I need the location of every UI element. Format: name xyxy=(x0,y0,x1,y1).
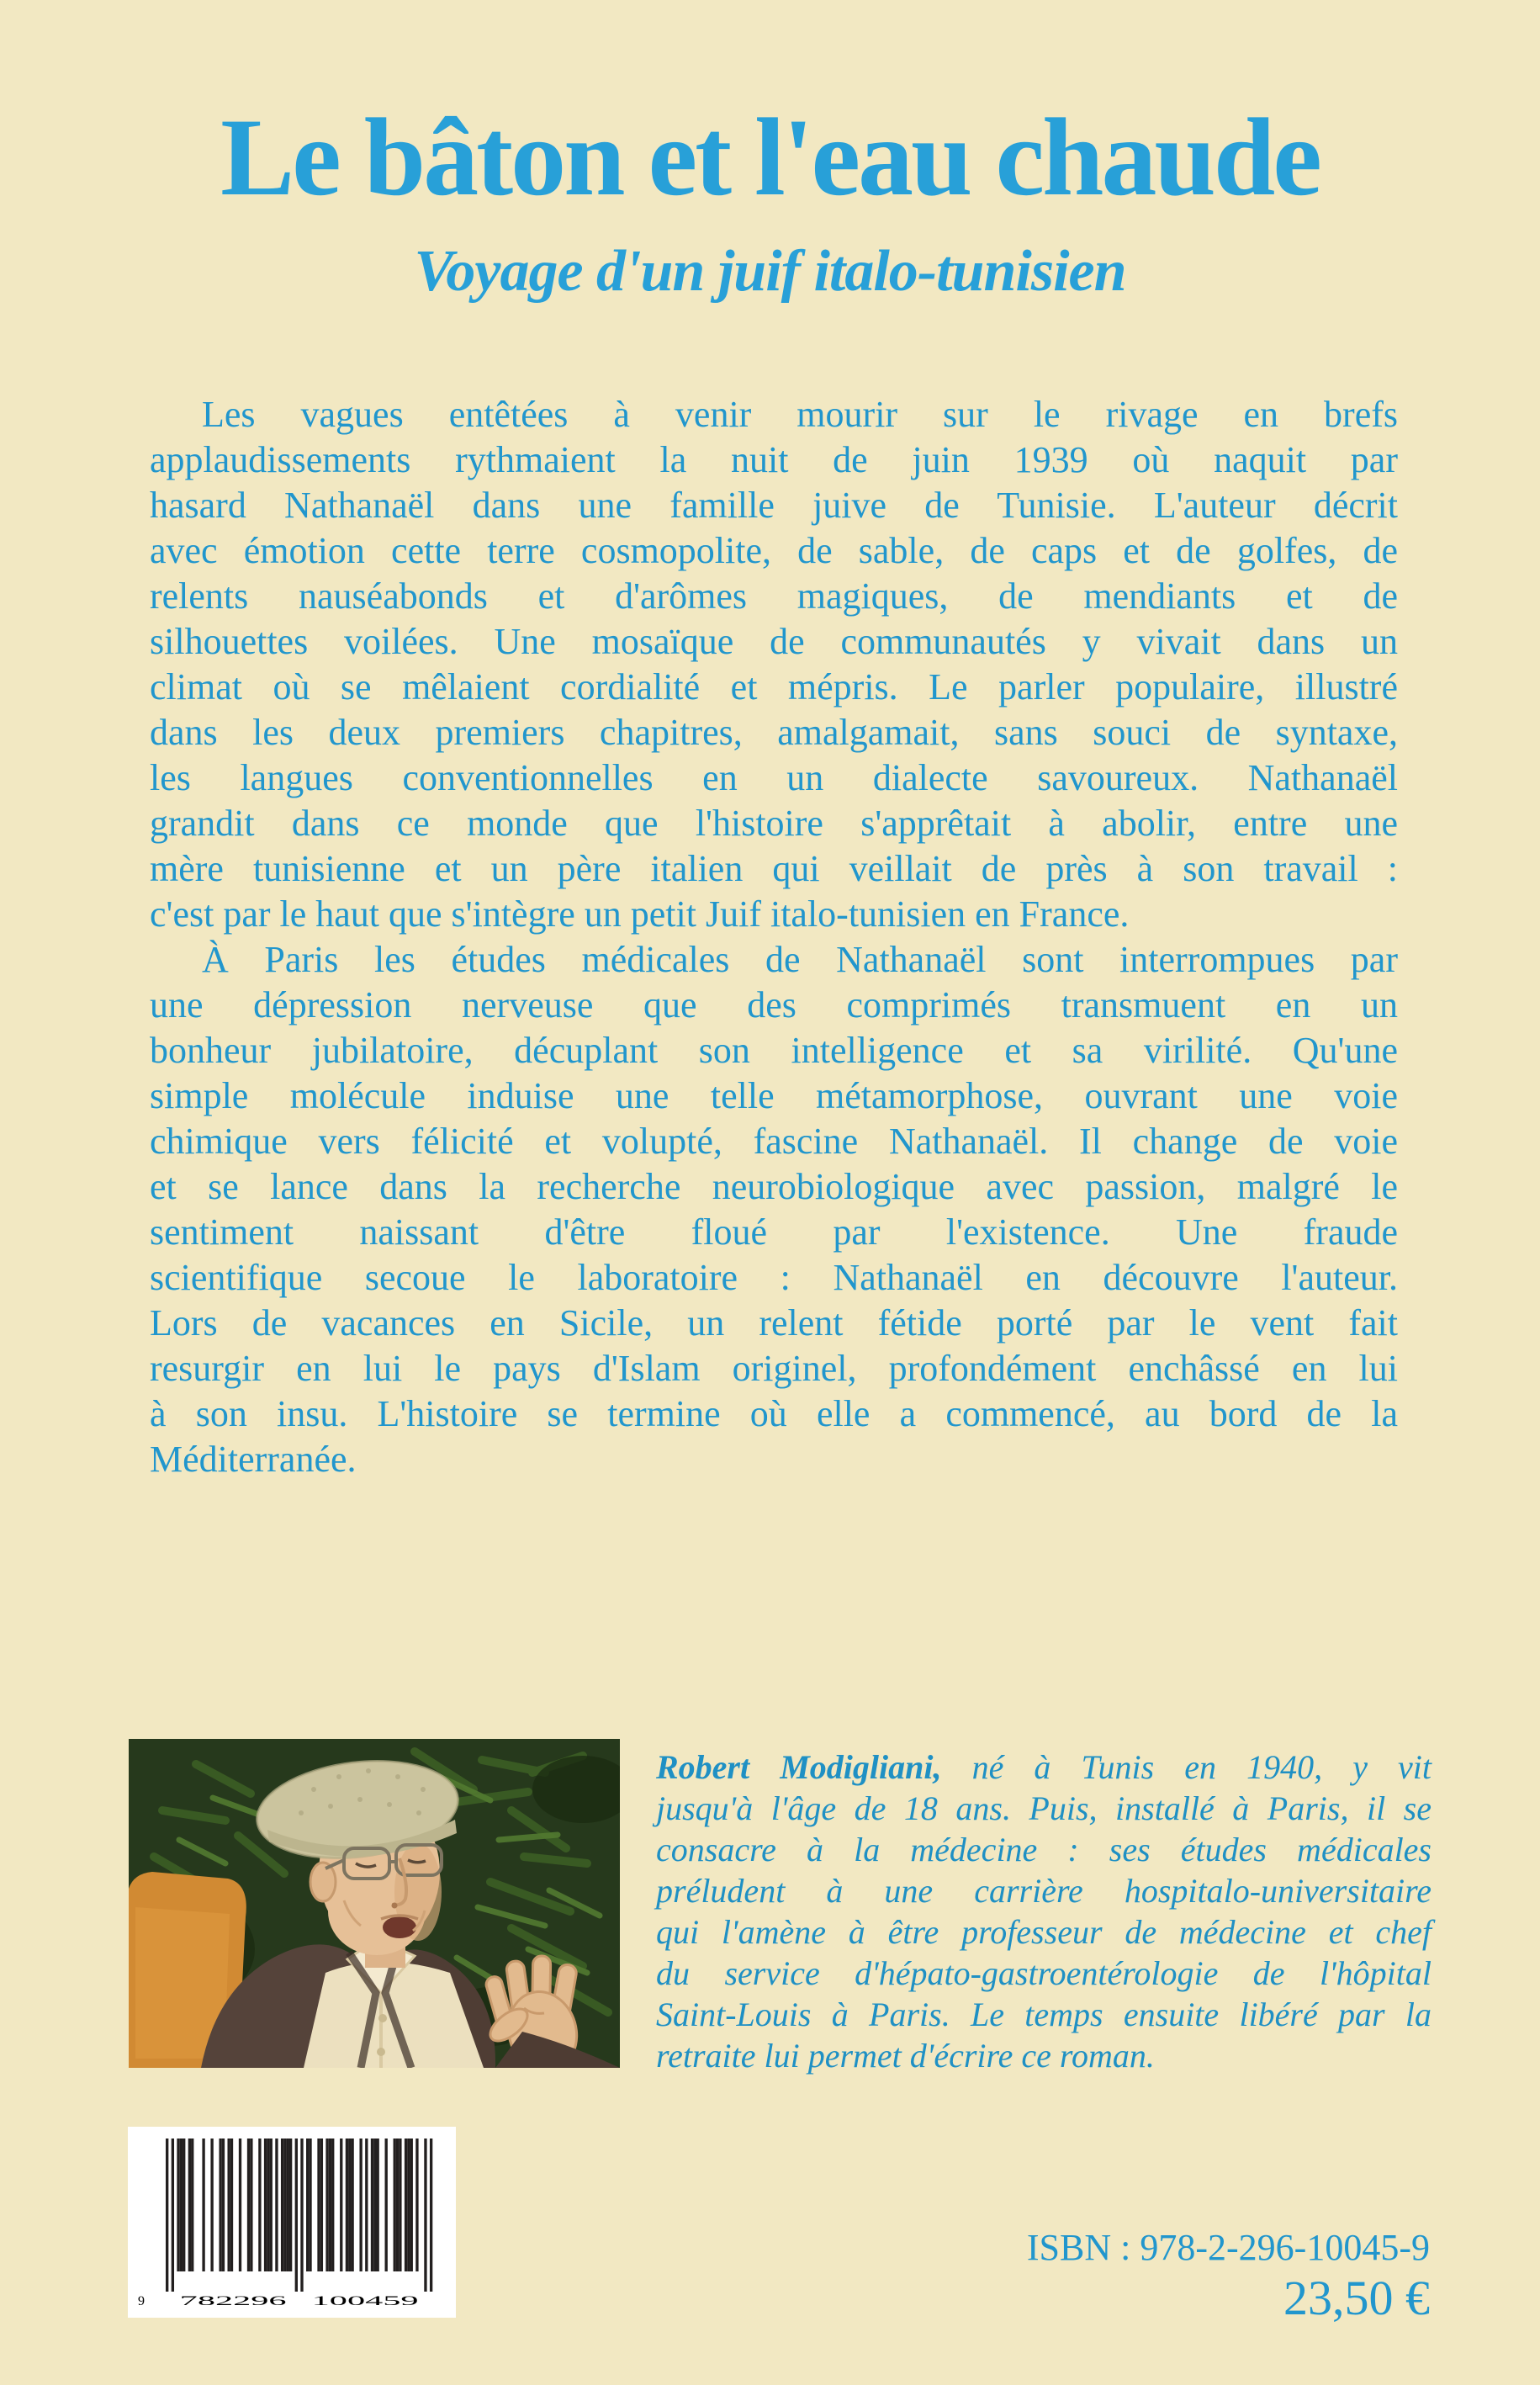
svg-text:9: 9 xyxy=(138,2294,145,2308)
book-title: Le bâton et l'eau chaude xyxy=(220,95,1320,219)
blurb-line: applaudissements rythmaient la nuit de juin 1939 où naquit par xyxy=(150,439,1398,480)
book-subtitle: Voyage d'un juif italo-tunisien xyxy=(414,239,1126,304)
bio-line: préludent à une carrière hospitalo-universitaire xyxy=(656,1872,1432,1910)
bio-line: du service d'hépato-gastroentérologie de l'hôpital xyxy=(656,1954,1432,1992)
blurb-line: à son insu. L'histoire se termine où elle a commencé, au bord de la xyxy=(150,1393,1398,1434)
blurb-line: resurgir en lui le pays d'Islam originel, profondément enchâssé en lui xyxy=(150,1348,1398,1389)
blurb-line: et se lance dans la recherche neurobiologique avec passion, malgré le xyxy=(150,1166,1398,1207)
svg-text:100459: 100459 xyxy=(311,2294,419,2308)
bio-line: consacre à la médecine : ses études médicales xyxy=(656,1831,1432,1868)
blurb-line: grandit dans ce monde que l'histoire s'apprêtait à abolir, entre une xyxy=(150,803,1398,844)
price-text: 23,50 € xyxy=(1283,2271,1430,2325)
blurb-line: c'est par le haut que s'intègre un petit Juif italo-tunisien en France. xyxy=(150,893,1130,935)
barcode-bars xyxy=(128,2127,456,2318)
blurb-line: bonheur jubilatoire, décuplant son intelligence et sa virilité. Qu'une xyxy=(150,1030,1398,1071)
blurb-line: simple molécule induise une telle métamorphose, ouvrant une voie xyxy=(150,1075,1398,1116)
blurb-line: relents nauséabonds et d'arômes magiques, de mendiants et de xyxy=(150,575,1398,617)
svg-text:782296: 782296 xyxy=(179,2294,287,2308)
bio-line: qui l'amène à être professeur de médecine et chef xyxy=(656,1913,1432,1951)
blurb-line: Lors de vacances en Sicile, un relent fétide porté par le vent fait xyxy=(150,1302,1398,1344)
bio-line: Saint-Louis à Paris. Le temps ensuite libéré par la xyxy=(656,1995,1432,2033)
blurb-line: dans les deux premiers chapitres, amalgamait, sans souci de syntaxe, xyxy=(150,712,1398,753)
bio-line-text: né à Tunis en 1940, y vit xyxy=(971,1748,1432,1786)
author-bio xyxy=(656,1746,1432,2076)
blurb-line: À Paris les études médicales de Nathanaël sont interrompues par xyxy=(202,939,1398,980)
bio-line: jusqu'à l'âge de 18 ans. Puis, installé à Paris, il se xyxy=(656,1789,1432,1827)
back-cover-blurb xyxy=(150,392,1398,1482)
blurb-line: hasard Nathanaël dans une famille juive de Tunisie. L'auteur décrit xyxy=(150,485,1398,526)
bio-line: retraite lui permet d'écrire ce roman. xyxy=(656,2037,1155,2075)
blurb-line: avec émotion cette terre cosmopolite, de sable, de caps et de golfes, de xyxy=(150,530,1398,571)
isbn-text: ISBN : 978-2-296-10045-9 xyxy=(1026,2227,1430,2268)
bio-line xyxy=(656,1746,1432,1788)
author-photo xyxy=(129,1739,620,2068)
author-name: Robert Modigliani, xyxy=(656,1748,942,1786)
blurb-line: silhouettes voilées. Une mosaïque de communautés y vivait dans un xyxy=(150,621,1398,662)
blurb-line: les langues conventionnelles en un dialecte savoureux. Nathanaël xyxy=(150,757,1398,798)
blurb-line: climat où se mêlaient cordialité et mépris. Le parler populaire, illustré xyxy=(150,666,1398,708)
blurb-line: scientifique secoue le laboratoire : Nathanaël en découvre l'auteur. xyxy=(150,1257,1398,1298)
blurb-line: mère tunisienne et un père italien qui veillait de près à son travail : xyxy=(150,848,1398,889)
blurb-line: une dépression nerveuse que des comprimés transmuent en un xyxy=(150,984,1398,1026)
blurb-line: chimique vers félicité et volupté, fascine Nathanaël. Il change de voie xyxy=(150,1121,1398,1162)
blurb-line: Méditerranée. xyxy=(150,1439,357,1480)
blurb-line: Les vagues entêtées à venir mourir sur le rivage en brefs xyxy=(202,394,1398,435)
blurb-line: sentiment naissant d'être floué par l'existence. Une fraude xyxy=(150,1211,1398,1253)
barcode xyxy=(128,2127,456,2318)
